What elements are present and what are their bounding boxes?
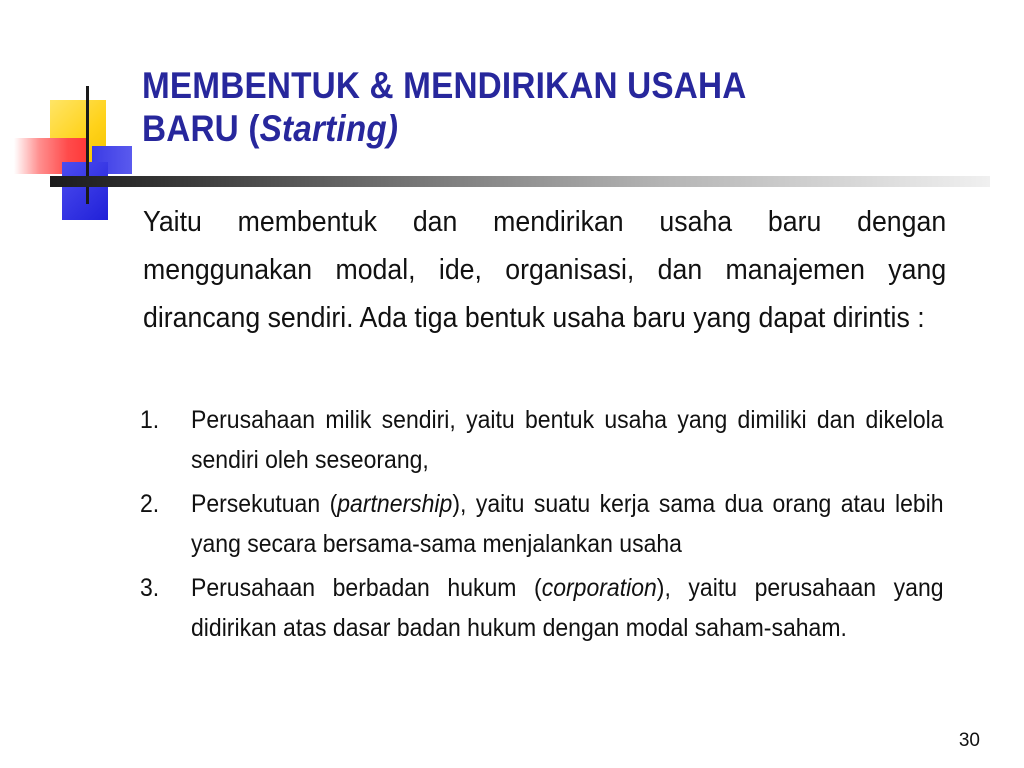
title-line-2-italic: Starting) — [259, 108, 399, 149]
list-item-text-before: Persekutuan ( — [191, 490, 338, 518]
title-line-1: MEMBENTUK & MENDIRIKAN USAHA — [142, 65, 747, 106]
list-item-text — [191, 484, 944, 564]
list-item-text-after: ), yaitu perusahaan yang didirikan atas dasar badan hukum dengan modal saham-saham. — [191, 574, 944, 642]
list-item-text — [191, 568, 944, 648]
list-item-text — [191, 400, 944, 480]
list-item — [140, 484, 946, 564]
intro-text: Yaitu membentuk dan mendirikan usaha baru dengan menggunakan modal, ide, organisasi, dan manajemen yang dirancang sendiri. Ada tiga bentuk usaha baru yang dapat dirintis : — [143, 206, 947, 334]
intro-paragraph — [143, 198, 946, 342]
business-types-list — [140, 400, 946, 652]
list-item-italic-term: corporation — [541, 574, 657, 602]
page-number: 30 — [958, 730, 980, 751]
list-item — [140, 400, 946, 480]
list-item-number: 1. — [140, 406, 160, 434]
list-item-number: 2. — [140, 490, 160, 518]
title-line-2-prefix: BARU ( — [142, 108, 260, 149]
list-item — [140, 568, 946, 648]
title-line-2 — [142, 107, 880, 150]
list-item-text-main: Perusahaan milik sendiri, yaitu bentuk usaha yang dimiliki dan dikelola sendiri oleh seseorang, — [191, 406, 944, 474]
slide-title — [142, 64, 880, 150]
list-item-text-before: Perusahaan berbadan hukum ( — [191, 574, 542, 602]
list-item-number: 3. — [140, 574, 160, 602]
list-item-text-after: ), yaitu suatu kerja sama dua orang atau lebih yang secara bersama-sama menjalankan usaha — [191, 490, 944, 558]
title-underline-gradient-rule — [50, 176, 990, 187]
blue-square-decoration — [62, 162, 108, 220]
list-item-italic-term: partnership — [337, 490, 453, 518]
